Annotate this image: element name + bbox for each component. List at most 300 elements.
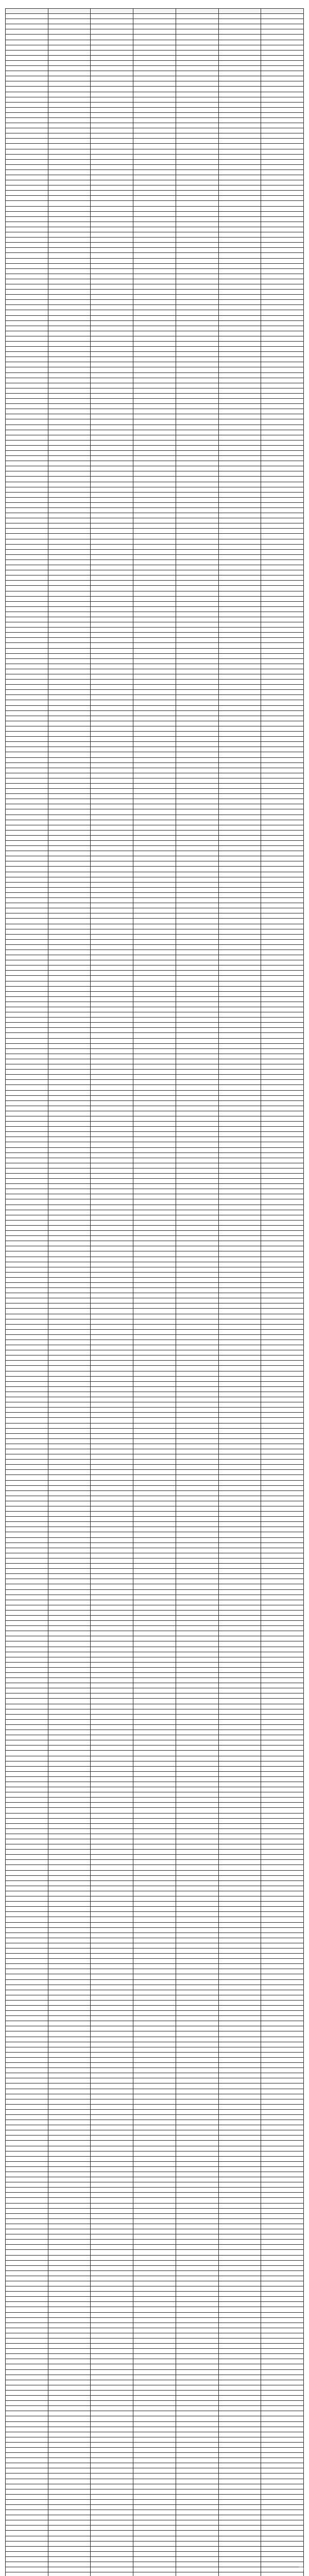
table-row bbox=[6, 2026, 304, 2031]
table-cell bbox=[91, 123, 133, 128]
table-row bbox=[6, 1490, 304, 1496]
table-cell bbox=[218, 336, 261, 341]
table-cell bbox=[91, 716, 133, 721]
table-row bbox=[6, 2270, 304, 2276]
table-cell bbox=[261, 1324, 304, 1329]
table-cell bbox=[176, 502, 218, 507]
table-cell bbox=[6, 471, 48, 477]
table-row bbox=[6, 2312, 304, 2317]
table-cell bbox=[6, 898, 48, 903]
table-cell bbox=[6, 2203, 48, 2208]
table-cell bbox=[133, 201, 176, 206]
table-row bbox=[6, 1818, 304, 1823]
table-cell bbox=[176, 2406, 218, 2411]
table-cell bbox=[6, 1043, 48, 1048]
table-row bbox=[6, 502, 304, 507]
table-cell bbox=[176, 1007, 218, 1012]
table-row bbox=[6, 1828, 304, 1834]
table-cell bbox=[261, 1626, 304, 1631]
table-cell bbox=[261, 2057, 304, 2062]
table-cell bbox=[133, 1070, 176, 1075]
table-cell bbox=[176, 50, 218, 55]
table-cell bbox=[218, 1979, 261, 1985]
table-cell bbox=[6, 825, 48, 830]
table-cell bbox=[218, 1376, 261, 1381]
table-cell bbox=[261, 1194, 304, 1199]
table-row bbox=[6, 388, 304, 393]
table-cell bbox=[261, 2396, 304, 2401]
table-cell bbox=[176, 1626, 218, 1631]
table-cell bbox=[218, 2161, 261, 2166]
table-cell bbox=[261, 55, 304, 60]
table-cell bbox=[218, 2499, 261, 2504]
table-cell bbox=[48, 1522, 91, 1527]
table-row bbox=[6, 357, 304, 362]
table-cell bbox=[176, 404, 218, 409]
table-cell bbox=[48, 1070, 91, 1075]
table-cell bbox=[176, 2245, 218, 2250]
table-cell bbox=[218, 1595, 261, 1600]
table-cell bbox=[91, 445, 133, 450]
table-cell bbox=[91, 872, 133, 877]
table-cell bbox=[176, 1719, 218, 1724]
table-row bbox=[6, 40, 304, 45]
table-cell bbox=[133, 2156, 176, 2161]
table-cell bbox=[133, 705, 176, 710]
table-cell bbox=[261, 1527, 304, 1532]
table-cell bbox=[176, 492, 218, 497]
table-cell bbox=[261, 1589, 304, 1595]
table-cell bbox=[6, 950, 48, 955]
table-cell bbox=[261, 757, 304, 762]
table-cell bbox=[218, 1569, 261, 1574]
table-cell bbox=[218, 1059, 261, 1064]
table-cell bbox=[48, 1018, 91, 1023]
table-cell bbox=[261, 336, 304, 341]
table-cell bbox=[133, 123, 176, 128]
table-row bbox=[6, 799, 304, 804]
table-cell bbox=[133, 1662, 176, 1667]
table-cell bbox=[133, 232, 176, 238]
table-row bbox=[6, 133, 304, 139]
table-cell bbox=[218, 1174, 261, 1179]
table-cell bbox=[133, 726, 176, 731]
table-cell bbox=[176, 2188, 218, 2193]
table-row bbox=[6, 2396, 304, 2401]
table-row bbox=[6, 2089, 304, 2094]
table-cell bbox=[91, 1751, 133, 1756]
table-cell bbox=[6, 1735, 48, 1740]
table-cell bbox=[218, 1621, 261, 1626]
table-cell bbox=[91, 1309, 133, 1314]
table-cell bbox=[133, 24, 176, 29]
table-cell bbox=[218, 1543, 261, 1548]
table-cell bbox=[176, 1397, 218, 1402]
table-cell bbox=[218, 222, 261, 227]
table-cell bbox=[133, 1564, 176, 1569]
table-cell bbox=[133, 1236, 176, 1241]
table-cell bbox=[176, 71, 218, 76]
table-cell bbox=[91, 1979, 133, 1985]
table-cell bbox=[261, 539, 304, 544]
table-cell bbox=[91, 1803, 133, 1808]
table-row bbox=[6, 1860, 304, 1865]
table-cell bbox=[48, 1553, 91, 1558]
table-cell bbox=[91, 1454, 133, 1460]
table-cell bbox=[218, 1745, 261, 1751]
table-cell bbox=[261, 804, 304, 809]
table-cell bbox=[6, 1756, 48, 1761]
table-row bbox=[6, 685, 304, 690]
table-cell bbox=[48, 1662, 91, 1667]
table-cell bbox=[6, 732, 48, 737]
table-row bbox=[6, 981, 304, 986]
table-cell bbox=[176, 965, 218, 971]
table-cell bbox=[261, 716, 304, 721]
table-cell bbox=[176, 1954, 218, 1959]
table-cell bbox=[133, 1100, 176, 1106]
table-cell bbox=[6, 1334, 48, 1340]
table-cell bbox=[6, 1652, 48, 1657]
table-cell bbox=[91, 2276, 133, 2281]
table-cell bbox=[218, 71, 261, 76]
table-row bbox=[6, 2203, 304, 2208]
table-cell bbox=[218, 1735, 261, 1740]
table-cell bbox=[6, 1699, 48, 1704]
table-cell bbox=[176, 2458, 218, 2463]
table-cell bbox=[48, 1329, 91, 1334]
table-cell bbox=[48, 1475, 91, 1480]
table-cell bbox=[218, 2006, 261, 2011]
table-cell bbox=[218, 24, 261, 29]
table-cell bbox=[261, 913, 304, 919]
table-row bbox=[6, 2130, 304, 2136]
table-cell bbox=[91, 1282, 133, 1287]
table-cell bbox=[176, 2546, 218, 2551]
table-cell bbox=[261, 830, 304, 835]
table-cell bbox=[6, 757, 48, 762]
table-cell bbox=[91, 1215, 133, 1220]
table-cell bbox=[133, 648, 176, 653]
table-cell bbox=[176, 1844, 218, 1850]
table-cell bbox=[261, 581, 304, 586]
table-cell bbox=[6, 1828, 48, 1834]
table-row bbox=[6, 534, 304, 539]
table-cell bbox=[261, 794, 304, 799]
table-cell bbox=[176, 1553, 218, 1558]
table-cell bbox=[48, 450, 91, 455]
table-row bbox=[6, 1106, 304, 1111]
table-cell bbox=[91, 2354, 133, 2359]
table-cell bbox=[48, 1241, 91, 1246]
table-cell bbox=[6, 2136, 48, 2141]
table-cell bbox=[6, 492, 48, 497]
table-cell bbox=[91, 1054, 133, 1059]
table-cell bbox=[48, 2208, 91, 2213]
table-cell bbox=[48, 976, 91, 981]
table-cell bbox=[218, 1828, 261, 1834]
table-cell bbox=[261, 1860, 304, 1865]
table-cell bbox=[91, 1460, 133, 1465]
table-cell bbox=[133, 919, 176, 924]
table-cell bbox=[133, 773, 176, 778]
table-row bbox=[6, 274, 304, 279]
table-cell bbox=[91, 1095, 133, 1100]
table-cell bbox=[91, 1730, 133, 1735]
table-row bbox=[6, 2146, 304, 2151]
table-cell bbox=[6, 435, 48, 440]
table-cell bbox=[176, 2182, 218, 2188]
table-row bbox=[6, 1251, 304, 1257]
table-cell bbox=[261, 867, 304, 872]
table-cell bbox=[176, 2499, 218, 2504]
table-cell bbox=[91, 352, 133, 357]
table-cell bbox=[48, 388, 91, 393]
table-cell bbox=[133, 892, 176, 897]
table-cell bbox=[261, 2083, 304, 2089]
table-cell bbox=[6, 669, 48, 674]
table-cell bbox=[91, 1340, 133, 1345]
table-cell bbox=[91, 622, 133, 628]
table-cell bbox=[91, 768, 133, 773]
table-cell bbox=[91, 2250, 133, 2255]
table-cell bbox=[261, 622, 304, 628]
table-cell bbox=[218, 1943, 261, 1948]
table-cell bbox=[176, 1095, 218, 1100]
table-row bbox=[6, 1636, 304, 1641]
table-cell bbox=[133, 2473, 176, 2479]
table-cell bbox=[48, 1386, 91, 1392]
table-row bbox=[6, 726, 304, 731]
table-cell bbox=[48, 409, 91, 414]
table-cell bbox=[133, 1189, 176, 1194]
table-cell bbox=[6, 71, 48, 76]
table-cell bbox=[6, 2006, 48, 2011]
table-cell bbox=[176, 1902, 218, 1907]
table-cell bbox=[176, 815, 218, 820]
table-cell bbox=[176, 664, 218, 669]
table-cell bbox=[261, 628, 304, 633]
table-cell bbox=[48, 1569, 91, 1574]
table-cell bbox=[48, 674, 91, 680]
table-cell bbox=[133, 227, 176, 232]
table-cell bbox=[48, 2281, 91, 2286]
table-cell bbox=[91, 1075, 133, 1080]
table-cell bbox=[261, 1761, 304, 1766]
table-cell bbox=[6, 653, 48, 658]
table-cell bbox=[218, 357, 261, 362]
table-cell bbox=[91, 1579, 133, 1584]
table-cell bbox=[176, 425, 218, 430]
table-cell bbox=[133, 1137, 176, 1142]
table-cell bbox=[218, 2317, 261, 2323]
table-cell bbox=[48, 1631, 91, 1636]
table-cell bbox=[91, 258, 133, 263]
table-cell bbox=[133, 2323, 176, 2328]
table-row bbox=[6, 1163, 304, 1168]
table-cell bbox=[176, 2292, 218, 2297]
table-row bbox=[6, 440, 304, 445]
table-cell bbox=[261, 2182, 304, 2188]
table-cell bbox=[6, 2292, 48, 2297]
table-cell bbox=[48, 1433, 91, 1438]
table-row bbox=[6, 1215, 304, 1220]
table-cell bbox=[261, 425, 304, 430]
table-cell bbox=[261, 2073, 304, 2078]
table-cell bbox=[91, 1205, 133, 1210]
table-cell bbox=[48, 191, 91, 196]
table-cell bbox=[218, 1652, 261, 1657]
table-row bbox=[6, 554, 304, 560]
table-cell bbox=[91, 1564, 133, 1569]
table-cell bbox=[6, 300, 48, 305]
table-cell bbox=[218, 1345, 261, 1350]
table-cell bbox=[48, 2338, 91, 2344]
table-cell bbox=[261, 1673, 304, 1678]
table-cell bbox=[48, 383, 91, 388]
table-cell bbox=[261, 409, 304, 414]
table-cell bbox=[261, 1277, 304, 1282]
table-row bbox=[6, 1615, 304, 1620]
table-cell bbox=[176, 1054, 218, 1059]
table-row bbox=[6, 2453, 304, 2458]
table-cell bbox=[91, 903, 133, 908]
table-cell bbox=[218, 1693, 261, 1699]
table-cell bbox=[133, 284, 176, 289]
table-cell bbox=[6, 440, 48, 445]
table-cell bbox=[91, 513, 133, 518]
table-cell bbox=[176, 2000, 218, 2005]
table-cell bbox=[261, 2240, 304, 2245]
table-cell bbox=[261, 2473, 304, 2479]
table-cell bbox=[6, 2510, 48, 2515]
table-cell bbox=[133, 2141, 176, 2146]
table-cell bbox=[176, 1428, 218, 1433]
table-row bbox=[6, 2109, 304, 2114]
table-cell bbox=[91, 908, 133, 913]
table-cell bbox=[48, 357, 91, 362]
table-cell bbox=[91, 2240, 133, 2245]
table-cell bbox=[6, 399, 48, 404]
table-cell bbox=[48, 133, 91, 139]
table-cell bbox=[218, 2328, 261, 2333]
table-cell bbox=[218, 1288, 261, 1293]
table-cell bbox=[218, 2489, 261, 2494]
table-cell bbox=[261, 575, 304, 581]
table-cell bbox=[6, 1865, 48, 1870]
table-cell bbox=[218, 201, 261, 206]
table-cell bbox=[176, 960, 218, 965]
table-cell bbox=[261, 554, 304, 560]
table-cell bbox=[176, 1324, 218, 1329]
table-row bbox=[6, 2193, 304, 2198]
table-cell bbox=[91, 2562, 133, 2567]
table-cell bbox=[133, 1298, 176, 1303]
table-cell bbox=[48, 1355, 91, 1361]
table-cell bbox=[218, 1574, 261, 1579]
table-cell bbox=[261, 534, 304, 539]
table-cell bbox=[176, 117, 218, 123]
table-cell bbox=[261, 1246, 304, 1251]
table-cell bbox=[133, 1038, 176, 1043]
table-row bbox=[6, 2031, 304, 2037]
table-cell bbox=[176, 778, 218, 783]
table-row bbox=[6, 2141, 304, 2146]
table-cell bbox=[6, 40, 48, 45]
table-cell bbox=[176, 2536, 218, 2541]
table-cell bbox=[261, 1220, 304, 1225]
table-cell bbox=[176, 1621, 218, 1626]
table-cell bbox=[261, 601, 304, 606]
table-cell bbox=[133, 2182, 176, 2188]
table-row bbox=[6, 960, 304, 965]
table-cell bbox=[176, 2270, 218, 2276]
table-row bbox=[6, 211, 304, 216]
table-cell bbox=[6, 2458, 48, 2463]
table-cell bbox=[48, 747, 91, 752]
table-cell bbox=[261, 2213, 304, 2218]
table-cell bbox=[133, 97, 176, 102]
table-cell bbox=[48, 591, 91, 596]
table-cell bbox=[91, 274, 133, 279]
table-cell bbox=[133, 710, 176, 716]
table-cell bbox=[91, 1272, 133, 1277]
table-cell bbox=[91, 1880, 133, 1886]
table-cell bbox=[91, 539, 133, 544]
table-cell bbox=[91, 2297, 133, 2302]
table-cell bbox=[91, 2473, 133, 2479]
table-cell bbox=[261, 1345, 304, 1350]
table-cell bbox=[176, 1371, 218, 1376]
table-cell bbox=[91, 1064, 133, 1070]
table-cell bbox=[176, 1938, 218, 1943]
table-cell bbox=[91, 2323, 133, 2328]
table-cell bbox=[261, 2489, 304, 2494]
table-cell bbox=[91, 1771, 133, 1776]
table-cell bbox=[6, 929, 48, 934]
table-cell bbox=[48, 35, 91, 40]
table-cell bbox=[91, 1433, 133, 1438]
table-cell bbox=[176, 159, 218, 164]
table-cell bbox=[218, 601, 261, 606]
table-cell bbox=[6, 628, 48, 633]
table-cell bbox=[48, 789, 91, 794]
table-cell bbox=[261, 342, 304, 347]
table-row bbox=[6, 2526, 304, 2531]
table-cell bbox=[91, 320, 133, 326]
table-cell bbox=[176, 1891, 218, 1896]
table-cell bbox=[6, 1584, 48, 1589]
table-cell bbox=[218, 934, 261, 939]
table-cell bbox=[91, 393, 133, 398]
table-cell bbox=[48, 1116, 91, 1121]
table-cell bbox=[261, 14, 304, 19]
table-cell bbox=[91, 1537, 133, 1543]
table-cell bbox=[133, 1657, 176, 1662]
table-cell bbox=[6, 1007, 48, 1012]
table-cell bbox=[91, 139, 133, 144]
table-cell bbox=[261, 1959, 304, 1964]
table-cell bbox=[48, 757, 91, 762]
table-cell bbox=[6, 523, 48, 529]
table-cell bbox=[218, 1600, 261, 1605]
table-cell bbox=[261, 2562, 304, 2567]
table-cell bbox=[261, 591, 304, 596]
table-row bbox=[6, 570, 304, 575]
table-cell bbox=[176, 996, 218, 1002]
table-cell bbox=[91, 2006, 133, 2011]
table-row bbox=[6, 2255, 304, 2260]
